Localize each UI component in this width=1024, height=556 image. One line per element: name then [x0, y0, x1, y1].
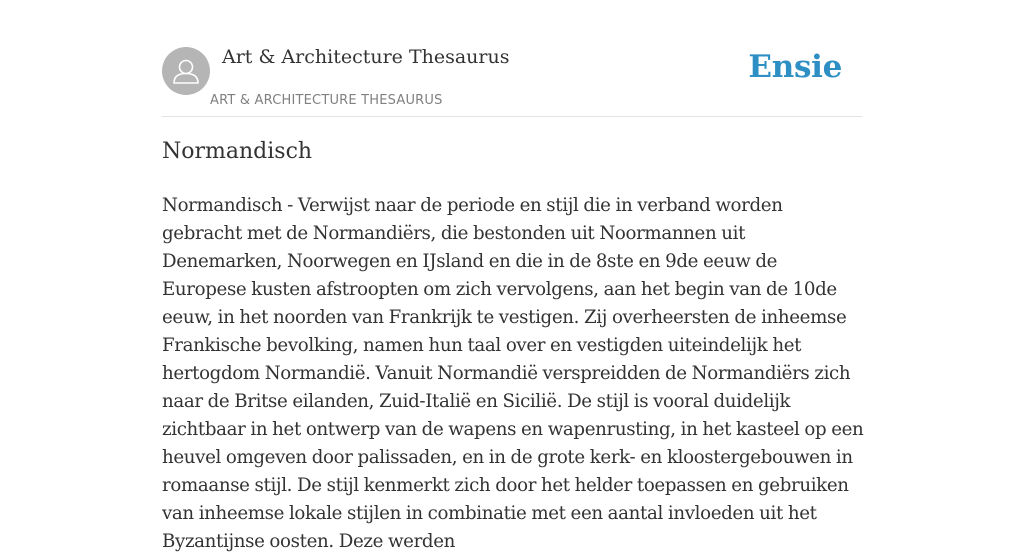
avatar[interactable]: [162, 47, 210, 95]
source-subtitle-link[interactable]: ART & ARCHITECTURE THESAURUS: [210, 93, 443, 108]
brand-logo[interactable]: Ensie: [748, 49, 842, 85]
term-title: Normandisch: [162, 139, 313, 164]
source-title-link[interactable]: Art & Architecture Thesaurus: [222, 46, 510, 68]
user-icon: [162, 47, 210, 95]
definition-text: Normandisch - Verwijst naar de periode en stijl die in verband worden gebracht met de Normandiërs, die bestonden uit Noormannen uit Denemarken, Noorwegen en IJsland en die in de 8ste en 9de eeuw de Europese kusten afstroopten om zich vervolgens, aan het begin van de 10de eeuw, in het noorden van Frankrijk te vestigen. Zij overheersten de inheemse Frankische bevolking, namen hun taal over en vestigden uiteindelijk het hertogdom Normandië. Vanuit Normandië verspreidden de Normandiërs zich naar de Britse eilanden, Zuid-Italië en Sicilië. De stijl is vooral duidelijk zichtbaar in het ontwerp van de wapens en wapenrusting, in het kasteel op een heuvel omgeven door palissaden, en in de grote kerk- en kloostergebouwen in romaanse stijl. De stijl kenmerkt zich door het helder toepassen en gebruiken van inheemse lokale stijlen in combinatie met een aantal invloeden uit het Byzantijnse oosten. Deze werden: [162, 195, 864, 552]
source-header: [162, 0, 862, 117]
